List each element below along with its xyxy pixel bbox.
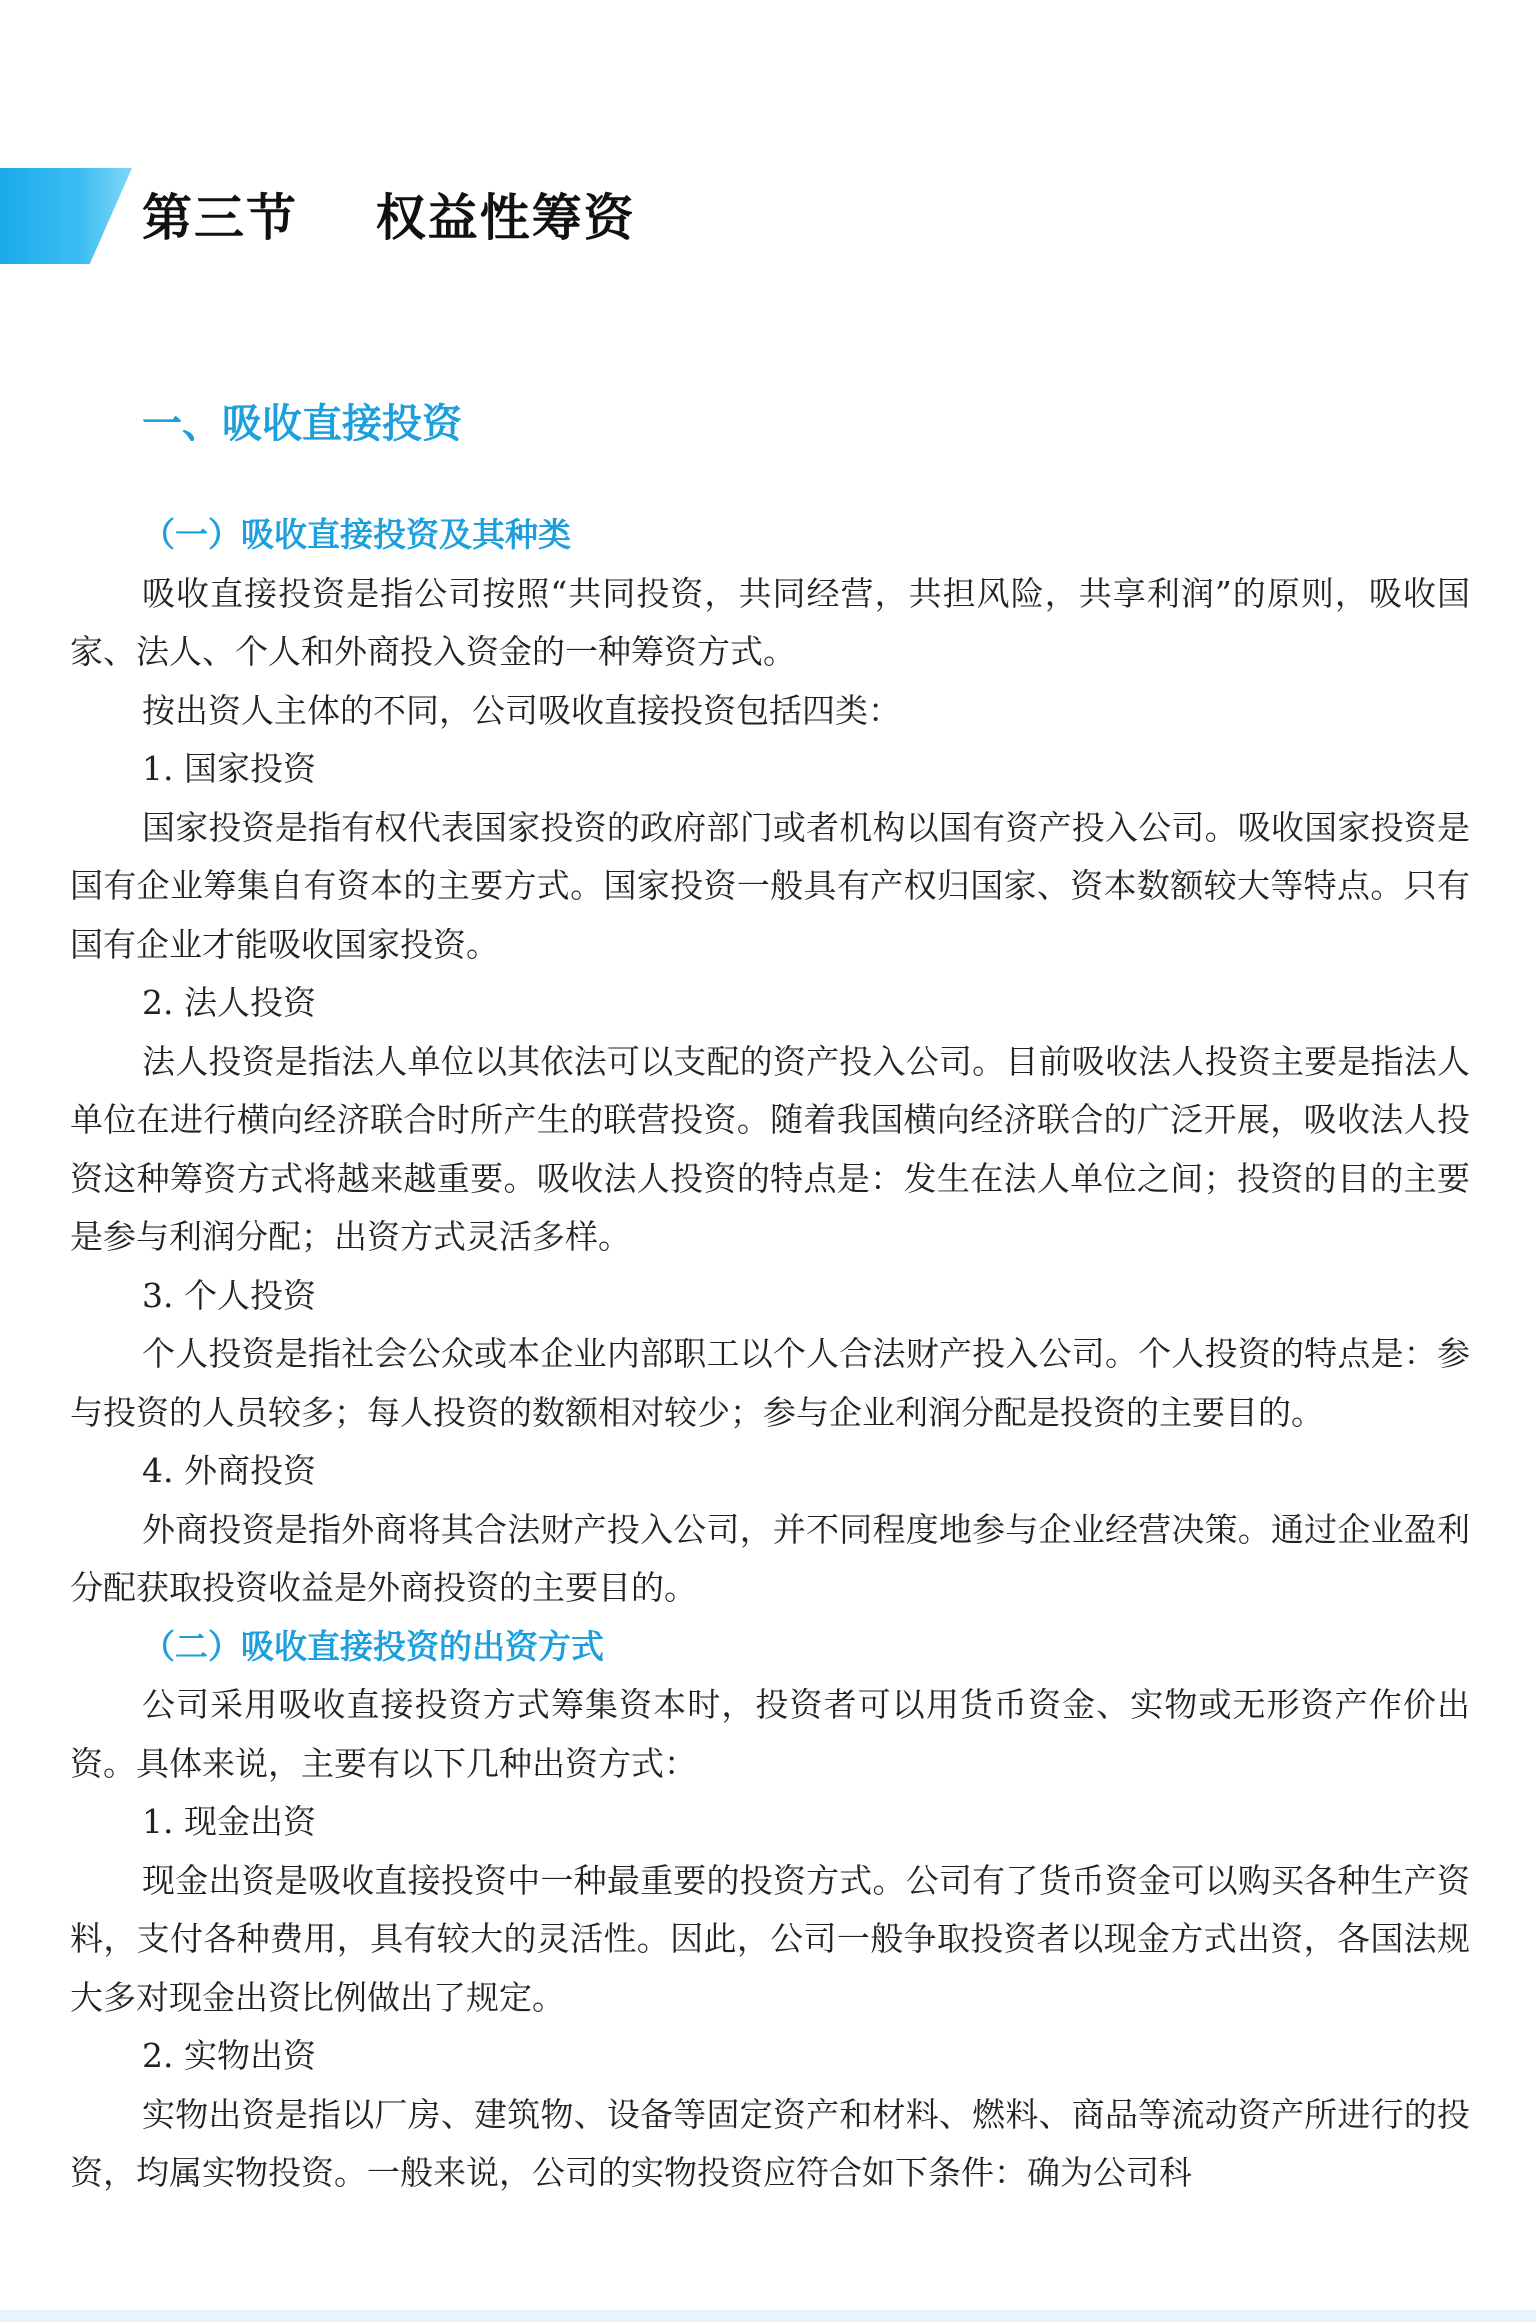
section-title: 第三节 权益性筹资 xyxy=(142,189,636,247)
item-foreign-investment: 4. 外商投资 xyxy=(142,1451,316,1490)
paragraph-categories: 按出资人主体的不同，公司吸收直接投资包括四类： xyxy=(142,690,901,730)
page-bottom-strip xyxy=(0,2310,1536,2322)
paragraph-cash-contribution: 现金出资是吸收直接投资中一种最重要的投资方式。公司有了货币资金可以购买各种生产资料，支付各种费用，具有较大的灵活性。因此，公司一般争取投资者以现金方式出资，各国法规大多对现金出资比例做出了规定。 xyxy=(70,1860,1470,2017)
paragraph-legal-person-investment: 法人投资是指法人单位以其依法可以支配的资产投入公司。目前吸收法人投资主要是指法人单位在进行横向经济联合时所产生的联营投资。随着我国横向经济联合的广泛开展，吸收法人投资这种筹资方式将越来越重要。吸收法人投资的特点是：发生在法人单位之间；投资的目的主要是参与利润分配；出资方式灵活多样。 xyxy=(70,1041,1470,1256)
paragraph-state-investment: 国家投资是指有权代表国家投资的政府部门或者机构以国有资产投入公司。吸收国家投资是国有企业筹集自有资本的主要方式。国家投资一般具有产权归国家、资本数额较大等特点。只有国有企业才能吸收国家投资。 xyxy=(70,807,1470,964)
item-physical-contribution: 2. 实物出资 xyxy=(142,2036,316,2075)
paragraph-definition: 吸收直接投资是指公司按照“共同投资，共同经营，共担风险，共享利润”的原则，吸收国家、法人、个人和外商投入资金的一种筹资方式。 xyxy=(70,573,1470,671)
item-cash-contribution: 1. 现金出资 xyxy=(142,1802,316,1841)
heading-1: 一、吸收直接投资 xyxy=(142,401,462,447)
item-state-investment: 1. 国家投资 xyxy=(142,749,316,788)
subheading-contribution-methods: （二）吸收直接投资的出资方式 xyxy=(142,1626,604,1666)
item-legal-person-investment: 2. 法人投资 xyxy=(142,983,316,1022)
item-individual-investment: 3. 个人投资 xyxy=(142,1275,316,1315)
section-banner-accent xyxy=(0,168,132,264)
body-text xyxy=(70,506,1470,2203)
paragraph-individual-investment: 个人投资是指社会公众或本企业内部职工以个人合法财产投入公司。个人投资的特点是：参与投资的人员较多；每人投资的数额相对较少；参与企业利润分配是投资的主要目的。 xyxy=(70,1334,1470,1432)
subheading-types: （一）吸收直接投资及其种类 xyxy=(142,515,571,554)
paragraph-physical-contribution: 实物出资是指以厂房、建筑物、设备等固定资产和材料、燃料、商品等流动资产所进行的投资，均属实物投资。一般来说，公司的实物投资应符合如下条件：确为公司科 xyxy=(70,2094,1470,2192)
paragraph-contribution-intro: 公司采用吸收直接投资方式筹集资本时，投资者可以用货币资金、实物或无形资产作价出资。具体来说，主要有以下几种出资方式： xyxy=(70,1685,1470,1783)
paragraph-foreign-investment: 外商投资是指外商将其合法财产投入公司，并不同程度地参与企业经营决策。通过企业盈利分配获取投资收益是外商投资的主要目的。 xyxy=(70,1509,1470,1607)
